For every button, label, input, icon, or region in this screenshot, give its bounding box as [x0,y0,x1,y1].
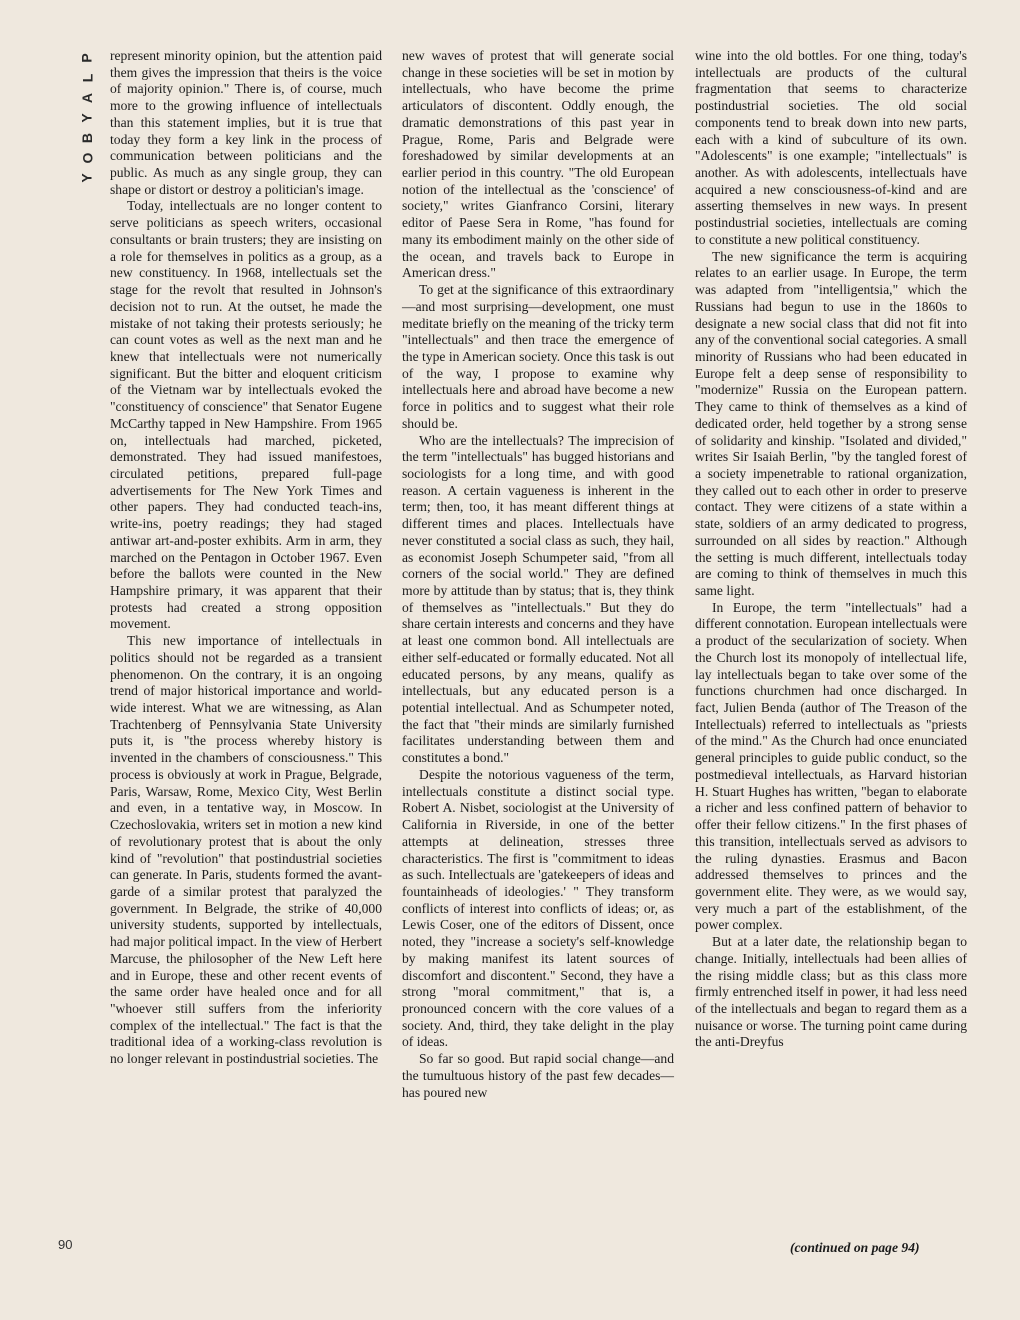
page-number: 90 [58,1237,73,1252]
paragraph: The new significance the term is acquiring relates to an earlier usage. In Europe, the term was adapted from "intelligentsia," which the Russians had begun to use in the 1860s to designate a new social class that did not fit into any of the conventional social categories. A small minority of Russians who had been educated in Europe felt a deep sense of responsibility to "modernize" Russia on the European pattern. They came to think of themselves as a kind of dedicated order, held together by a strong sense of solidarity and kinship. "Isolated and divided," writes Sir Isaiah Berlin, "by the tangled forest of a society impenetrable to rational organization, they called out to each other in order to preserve contact. They were citizens of a state within a state, soldiers of an army dedicated to progress, surrounded on all sides by reaction." Although the setting is much different, intellectuals today are coming to think of themselves in much this same light. [695,248,967,598]
paragraph: So far so good. But rapid social change—and the tumultuous history of the past few decades—has poured new [402,1051,674,1100]
text-column-3 [695,48,967,1051]
paragraph: This new importance of intellectuals in politics should not be regarded as a transient phenomenon. On the contrary, it is an ongoing trend of major historical importance and world-wide interest. What we are witnessing, as Alan Trachtenberg of Pennsylvania State University puts it, is "the process whereby history is invented in the chambers of consciousness." This process is obviously at work in Prague, Belgrade, Paris, Warsaw, Rome, Mexico City, West Berlin and even, in a tentative way, in Moscow. In Czechoslovakia, writers set in motion a new kind of revolutionary protest that is about the only kind of "revolution" that postindustrial societies can generate. In Paris, students formed the avant-garde of a similar protest that paralyzed the government. In Belgrade, the strike of 40,000 university students, supported by intellectuals, had major political impact. In the view of Herbert Marcuse, the philosopher of the New Left here and in Europe, these and other recent events of the same order have healed once and for all "whoever still suffers from the inferiority complex of the intellectual." The fact is that the traditional idea of a working-class revolution is no longer relevant in postindustrial societies. The [110,633,382,1067]
paragraph: represent minority opinion, but the attention paid them gives the impression that theirs is the voice of majority opinion." There is, of course, much more to the growing influence of intellectuals than this statement implies, but it is true that today they form a key link in the process of communication between politicians and the public. As much as any single group, they can shape or distort or destroy a politician's image. [110,48,382,197]
paragraph: Today, intellectuals are no longer content to serve politicians as speech writers, occasional consultants or brain trusters; they are insisting on a role for themselves in politics as a group, as a new constituency. In 1968, intellectuals set the stage for the revolt that resulted in Johnson's decision not to run. At the outset, he made the mistake of not taking their protests seriously; he can count votes as well as the next man and he knew that intellectuals were not numerically significant. But the bitter and eloquent criticism of the Vietnam war by intellectuals evoked the "constituency of conscience" that Senator Eugene McCarthy tapped in New Hampshire. From 1965 on, intellectuals had marched, picketed, demonstrated. They had issued manifestoes, circulated petitions, prepared full-page advertisements for The New York Times and other papers. They had conducted teach-ins, write-ins, poetry readings; they had staged antiwar art-and-poster exhibits. Arm in arm, they marched on the Pentagon in October 1967. Even before the ballots were counted in the New Hampshire primary, it was apparent that their protests had created a strong opposition movement. [110,198,382,632]
paragraph: In Europe, the term "intellectuals" had a different connotation. European intellectuals were a product of the secularization of society. When the Church lost its monopoly of intellectual life, lay intellectuals began to take over some of the functions churchmen had once discharged. In fact, Julien Benda (author of The Treason of the Intellectuals) referred to intellectuals as "priests of the mind." As the Church had once enunciated general principles to guide public conduct, so the postmedieval intellectuals, as Harvard historian H. Stuart Hughes has written, "began to elaborate a richer and less confined pattern of behavior to offer their fellow citizens." In the first phases of this transition, intellectuals served as advisors to the ruling dynasties. Erasmus and Bacon addressed themselves to princes and the government elite. They were, as we would say, very much a part of the establishment, of the power complex. [695,599,967,933]
paragraph: Who are the intellectuals? The imprecision of the term "intellectuals" has bugged historians and sociologists for a long time, and with good reason. A certain vagueness is inherent in the term; then, too, it has meant different things at different times and places. Intellectuals have never constituted a social class as such, they hail, as economist Joseph Schumpeter said, "from all corners of the social world." They are defined more by attitude than by status; that is, they think of themselves as "intellectuals." But they do share certain interests and concerns and they have at least one common bond. All intellectuals are either self-educated or formally educated. Not all educated persons, by any means, qualify as intellectuals, but any educated person is a potential intellectual. And as Schumpeter noted, the fact that "their minds are similarly furnished facilitates understanding between them and constitutes a bond." [402,432,674,766]
paragraph: wine into the old bottles. For one thing, today's intellectuals are products of the cultural fragmentation that seems to characterize postindustrial societies. The old social components tend to break down into new parts, each with a kind of subculture of its own. "Adolescents" is one example; "intellectuals" is another. As with adolescents, intellectuals have acquired a new consciousness-of-kind and are asserting themselves in new ways. In present postindustrial societies, intellectuals are coming to constitute a new political constituency. [695,48,967,247]
paragraph: Despite the notorious vagueness of the term, intellectuals constitute a distinct social type. Robert A. Nisbet, sociologist at the University of California in Riverside, in one of the better attempts at delineation, stresses three characteristics. The first is "commitment to ideas as such. Intellectuals are 'gatekeepers of ideas and fountainheads of ideologies.' " They transform conflicts of interest into conflicts of ideas; or, as Lewis Coser, one of the editors of Dissent, once noted, they "increase a society's self-knowledge by making manifest its latent sources of discomfort and discontent." Second, they have a strong "moral commitment," that is, a pronounced concern with the core values of a society. And, third, they take delight in the play of ideas. [402,766,674,1050]
masthead-letter: O [78,152,95,164]
paragraph: But at a later date, the relationship began to change. Initially, intellectuals had been allies of the rising middle class; but as this class more firmly entrenched itself in power, it had less need of the intellectuals and began to regard them as a nuisance or worse. The turning point came during the anti-Dreyfus [695,934,967,1050]
masthead [76,48,98,188]
masthead-letter: B [79,132,95,144]
text-column-1 [110,48,382,1068]
paragraph: new waves of protest that will generate social change in these societies will be set in motion by intellectuals, who have become the prime articulators of discontent. Oddly enough, the dramatic demonstrations of this past year in Prague, Rome, Paris and Belgrade were foreshadowed by similar developments at an earlier period in this country. "The old European notion of the intellectual as the 'conscience' of society," writes Gianfranco Corsini, literary editor of Paese Sera in Rome, "has found for many its embodiment mainly on the other side of the ocean, and travels back to Europe in American dress." [402,48,674,281]
text-column-2 [402,48,674,1101]
masthead-letter: P [79,53,95,63]
masthead-letter: L [79,73,95,83]
masthead-letter: Y [79,173,95,183]
paragraph: To get at the significance of this extraordinary—and most surprising—development, one must meditate briefly on the meaning of the tricky term "intellectuals" and then trace the emergence of the type in American society. Once this task is out of the way, I propose to examine why intellectuals here and abroad have become a new force in politics and to suggest what their role should be. [402,282,674,431]
masthead-letter: Y [79,113,95,123]
masthead-letter: A [79,92,95,104]
continued-note: (continued on page 94) [790,1240,920,1255]
